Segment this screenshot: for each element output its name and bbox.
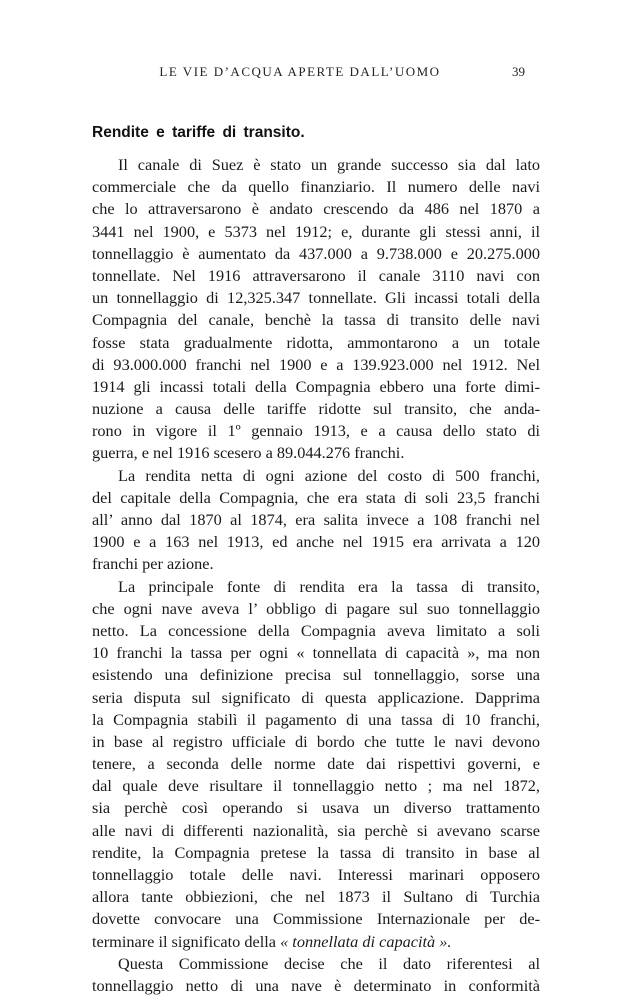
text-line: del capitale della Compagnia, che era stata di soli 23,5 franchi — [92, 487, 540, 507]
text-fragment: terminare il significato della — [92, 931, 276, 951]
text-line: sia perchè così operando si usava un diverso trattamento — [92, 798, 540, 818]
text-line: franchi per azione. — [92, 554, 214, 574]
text-line: tonnellaggio è aumentato da 437.000 a 9.738.000 e 20.275.000 — [92, 243, 540, 263]
text-line: alle navi di differenti nazionalità, sia perchè si avevano scarse — [92, 820, 540, 840]
text-line: tonnellate. Nel 1916 attraversarono il canale 3110 navi con — [92, 265, 540, 285]
page-number: 39 — [512, 64, 525, 79]
text-line: di 93.000.000 franchi nel 1900 e a 139.923.000 nel 1912. Nel — [92, 354, 540, 374]
text-line: rendite, la Compagnia pretese la tassa di transito in base al — [92, 842, 540, 862]
text-line: in base al registro ufficiale di bordo che tutte le navi devono — [92, 731, 540, 751]
text-line: Questa Commissione decise che il dato riferentesi al — [118, 953, 540, 973]
text-line: dovette convocare una Commissione Internazionale per de- — [92, 909, 540, 929]
text-line: commerciale che da quello finanziario. Il numero delle navi — [92, 177, 540, 197]
text-line: nuzione a causa delle tariffe ridotte sul transito, che anda- — [92, 399, 540, 419]
text-line: tonnellaggio netto di una nave è determinato in conformità — [92, 975, 540, 995]
text-line: all’ anno dal 1870 al 1874, era salita invece a 108 franchi nel — [92, 510, 540, 529]
text-line: esistendo una definizione precisa sul tonnellaggio, sorse una — [92, 665, 540, 685]
body-text — [92, 154, 540, 997]
text-line: guerra, e nel 1916 scesero a 89.044.276 franchi. — [92, 443, 405, 463]
text-line: dal quale deve risultare il tonnellaggio netto ; ma nel 1872, — [92, 776, 540, 796]
text-line: seria disputa sul significato di questa applicazione. Dapprima — [92, 687, 540, 707]
text-line: Il canale di Suez è stato un grande successo sia dal lato — [118, 155, 540, 174]
text-line: 3441 nel 1900, e 5373 nel 1912; e, durante gli stessi anni, il — [92, 221, 540, 241]
text-line: che lo attraversarono è andato crescendo da 486 nel 1870 a — [92, 199, 540, 219]
text-line: La principale fonte di rendita era la tassa di transito, — [118, 576, 540, 596]
running-header: LE VIE D’ACQUA APERTE DALL’UOMO — [159, 64, 441, 79]
italic-phrase: « tonnellata di capacità ». — [280, 931, 452, 951]
text-line: tenere, a seconda delle norme date dai rispettivi governi, e — [92, 754, 540, 774]
text-line: rono in vigore il 1º gennaio 1913, e a causa dello stato di — [92, 421, 540, 441]
text-line: 1914 gli incassi totali della Compagnia ebbero una forte dimi- — [92, 376, 540, 396]
text-line: La rendita netta di ogni azione del costo di 500 franchi, — [118, 465, 540, 485]
text-line — [92, 931, 540, 953]
text-line: 1900 e a 163 nel 1913, ed anche nel 1915 era arrivata a 120 — [92, 532, 540, 552]
text-line: tonnellaggio totale delle navi. Interessi marinari opposero — [92, 865, 540, 884]
section-title: Rendite e tariffe di transito. — [92, 124, 305, 141]
text-line: netto. La concessione della Compagnia aveva limitato a soli — [92, 620, 540, 640]
text-line: fosse stata gradualmente ridotta, ammontarono a un totale — [92, 332, 540, 352]
text-line: Compagnia del canale, benchè la tassa di transito delle navi — [92, 310, 540, 330]
text-line: un tonnellaggio di 12,325.347 tonnellate. Gli incassi totali della — [92, 288, 540, 308]
text-line: 10 franchi la tassa per ogni « tonnellata di capacità », ma non — [92, 643, 540, 663]
text-line: la Compagnia stabilì il pagamento di una tassa di 10 franchi, — [92, 709, 540, 729]
text-line: allora tante obbiezioni, che nel 1873 il Sultano di Turchia — [92, 887, 540, 907]
text-line: che ogni nave aveva l’ obbligo di pagare sul suo tonnellaggio — [92, 598, 540, 618]
